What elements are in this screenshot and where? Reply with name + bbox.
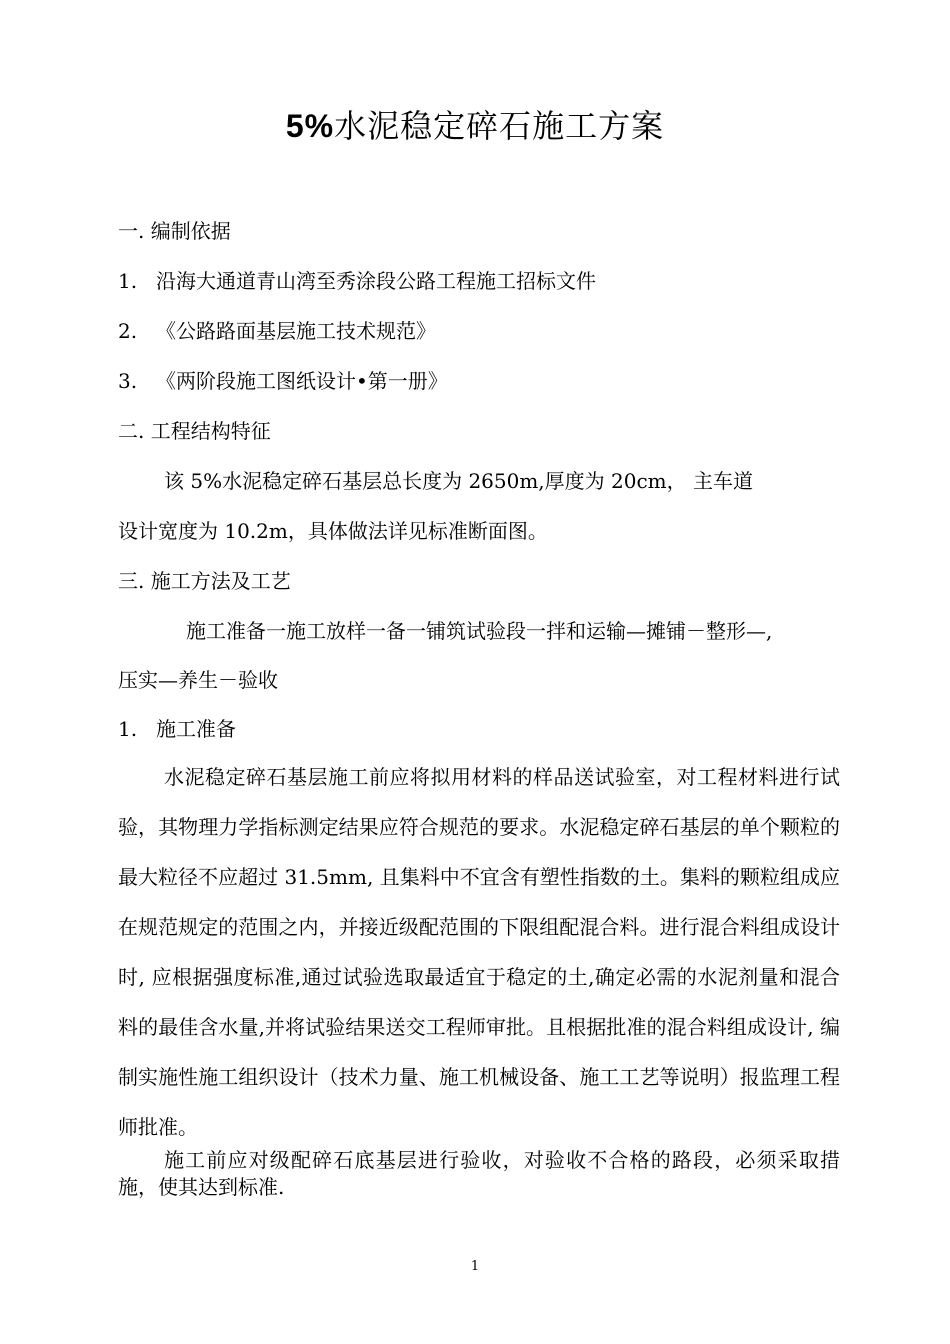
- subsection-preparation-heading: 施工准备: [156, 717, 236, 741]
- page-number: 1: [470, 1259, 480, 1274]
- basis-item-3-number: 3.: [118, 369, 138, 393]
- subsection-preparation-number: 1.: [118, 717, 138, 741]
- section-heading-structure: 二. 工程结构特征: [118, 419, 271, 443]
- title-prefix: 5%: [285, 108, 335, 144]
- structure-line-1: 该 5%水泥稳定碎石基层总长度为 2650m,厚度为 20cm， 主车道: [164, 469, 753, 493]
- preparation-paragraph-2: 施工前应对级配碎石底基层进行验收，对验收不合格的路段，必须采取措施，使其达到标准.: [118, 1148, 840, 1199]
- basis-item-2-text: 《公路路面基层施工技术规范》: [156, 319, 436, 343]
- subsection-preparation: [118, 714, 843, 744]
- structure-line-2: 设计宽度为 10.2m，具体做法详见标准断面图。: [118, 519, 548, 543]
- title-text: 水泥稳定碎石施工方案: [334, 107, 665, 145]
- preparation-paragraph: 水泥稳定碎石基层施工前应将拟用材料的样品送试验室，对工程材料进行试验，其物理力学指标测定结果应符合规范的要求。水泥稳定碎石基层的单个颗粒的最大粒径不应超过 31.5mm, 且集料中不宜含有塑性指数的土。集料的颗粒组成应在规范规定的范围之内，并接近级配范围的下限组配混合料。进行混合料组成设计时, 应根据强度标准,通过试验选取最适宜于稳定的土,确定必需的水泥剂量和混合料的最佳含水量,并将试验结果送交工程师审批。且根据批准的混合料组成设计, 编制实施性施工组织设计（技术力量、施工机械设备、施工工艺等说明）报监理工程师批准。: [118, 765, 840, 1139]
- process-flow-line-1: 施工准备一施工放样一备一铺筑试验段一拌和运输—摊铺－整形—,: [186, 619, 773, 643]
- section-heading-method: 三. 施工方法及工艺: [118, 569, 291, 593]
- section-heading-basis: 一. 编制依据: [118, 219, 231, 243]
- basis-item-1: [118, 266, 843, 296]
- basis-item-1-text: 沿海大通道青山湾至秀涂段公路工程施工招标文件: [156, 269, 596, 293]
- document-title: [0, 104, 950, 148]
- basis-item-3-text: 《两阶段施工图纸设计•第一册》: [156, 369, 448, 393]
- basis-item-3: [118, 366, 843, 396]
- basis-item-2-number: 2.: [118, 319, 138, 343]
- basis-item-1-number: 1.: [118, 269, 138, 293]
- process-flow-line-2: 压实—养生－验收: [118, 668, 278, 692]
- basis-item-2: [118, 316, 843, 346]
